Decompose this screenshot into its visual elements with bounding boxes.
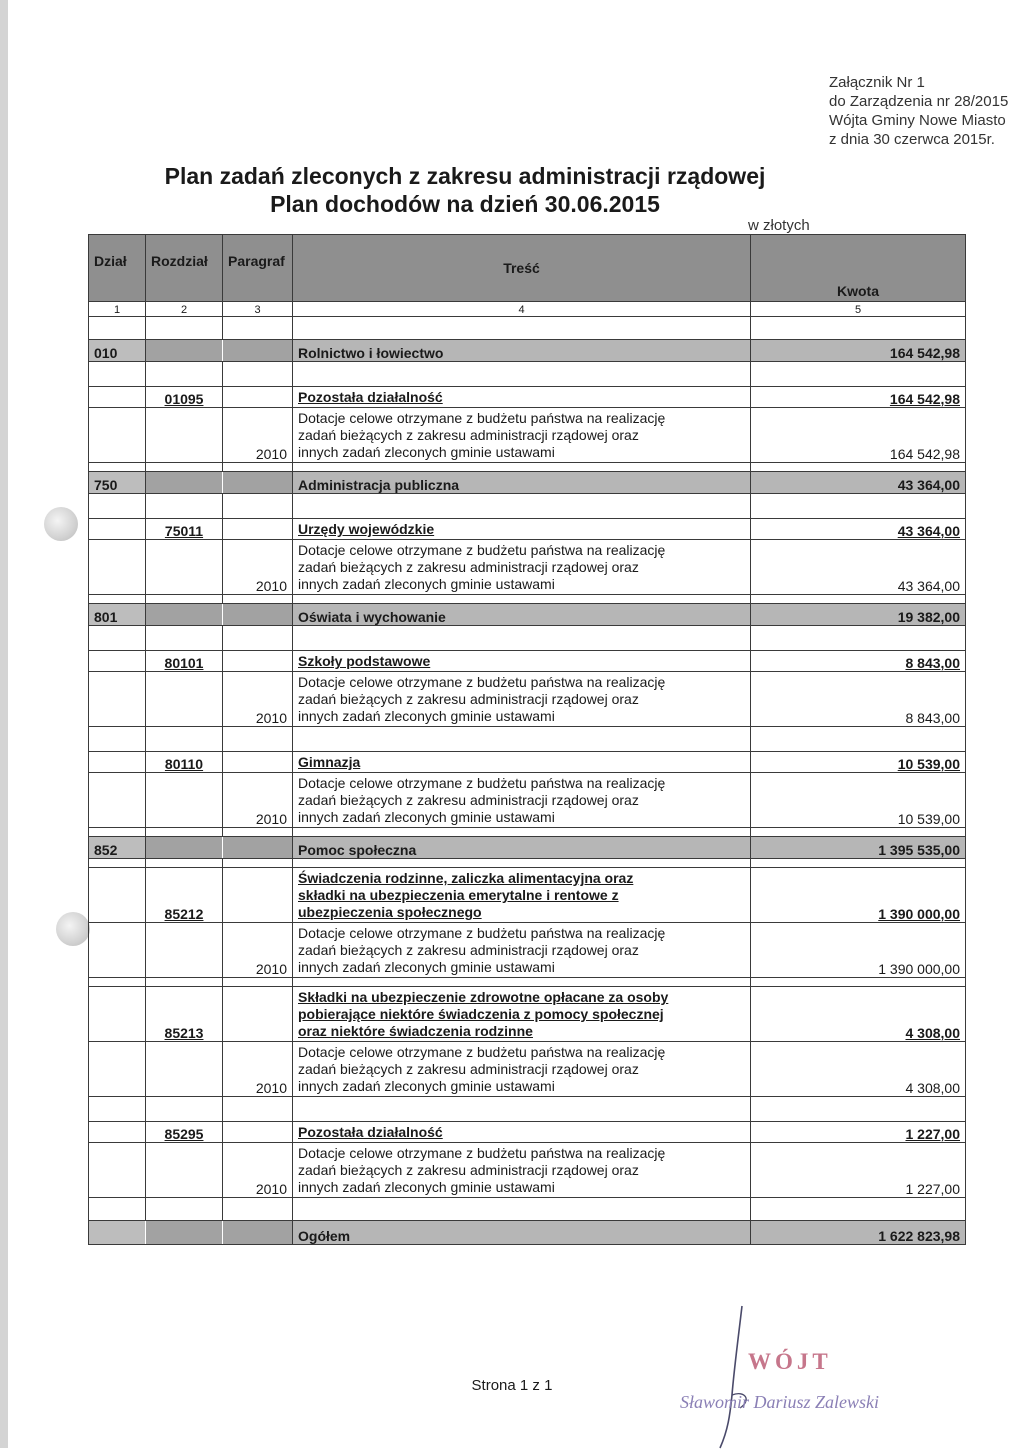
spacer-cell: [146, 463, 223, 472]
item-amount: 10 539,00: [751, 773, 966, 828]
text-line: Pozostała działalność: [298, 1124, 443, 1140]
spacer-cell: [223, 463, 293, 472]
spacer-row: [89, 463, 966, 472]
spacer-cell: [223, 362, 293, 387]
item-description: [293, 923, 751, 978]
text-line: Świadczenia rodzinne, zaliczka alimentacyjna oraz: [298, 870, 634, 886]
chapter-paragraf: [223, 651, 293, 672]
spacer-cell: [89, 1198, 146, 1221]
text-line: pobierające niektóre świadczenia z pomocy społecznej: [298, 1006, 664, 1022]
chapter-code: 85213: [146, 987, 223, 1042]
chapter-row: [89, 868, 966, 923]
spacer-cell: [751, 463, 966, 472]
column-number: 5: [751, 302, 966, 317]
item-description: [293, 1143, 751, 1198]
item-paragraf: 2010: [223, 1143, 293, 1198]
spacer-cell: [89, 626, 146, 651]
spacer-cell: [146, 1198, 223, 1221]
chapter-code: 85295: [146, 1122, 223, 1143]
chapter-amount: 4 308,00: [751, 987, 966, 1042]
chapter-name: [293, 868, 751, 923]
chapter-dzial: [89, 987, 146, 1042]
text-line: innych zadań zleconych gminie ustawami: [298, 576, 555, 592]
currency-unit: w złotych: [748, 217, 810, 234]
chapter-code: 80101: [146, 651, 223, 672]
spacer-cell: [293, 626, 751, 651]
spacer-cell: [293, 595, 751, 604]
chapter-amount: 1 390 000,00: [751, 868, 966, 923]
item-row: [89, 1143, 966, 1198]
section-dzial: 750: [89, 472, 146, 494]
item-paragraf: 2010: [223, 408, 293, 463]
chapter-amount: 10 539,00: [751, 752, 966, 773]
spacer-row: [89, 828, 966, 837]
text-line: innych zadań zleconych gminie ustawami: [298, 444, 555, 460]
item-rozdzial: [146, 540, 223, 595]
page-number: Strona 1 z 1: [471, 1377, 553, 1394]
item-dzial: [89, 923, 146, 978]
chapter-row: [89, 519, 966, 540]
text-line: zadań bieżących z zakresu administracji rządowej oraz: [298, 942, 639, 958]
chapter-row: [89, 651, 966, 672]
section-row: [89, 340, 966, 362]
text-line: składki na ubezpieczenia emerytalne i rentowe z: [298, 887, 619, 903]
column-number: 3: [223, 302, 293, 317]
section-amount: 164 542,98: [751, 340, 966, 362]
chapter-row: [89, 387, 966, 408]
item-paragraf: 2010: [223, 773, 293, 828]
chapter-name: [293, 987, 751, 1042]
column-number: 1: [89, 302, 146, 317]
spacer-row: [89, 595, 966, 604]
text-line: zadań bieżących z zakresu administracji rządowej oraz: [298, 691, 639, 707]
chapter-code: 80110: [146, 752, 223, 773]
spacer-row: [89, 1097, 966, 1122]
punch-hole-top: [44, 507, 78, 541]
text-line: Dotacje celowe otrzymane z budżetu państwa na realizację: [298, 1145, 666, 1161]
section-name: Pomoc społeczna: [293, 837, 751, 859]
text-line: Składki na ubezpieczenie zdrowotne opłacane za osoby: [298, 989, 669, 1005]
spacer-cell: [146, 626, 223, 651]
text-line: innych zadań zleconych gminie ustawami: [298, 708, 555, 724]
spacer-cell: [146, 494, 223, 519]
spacer-cell: [89, 978, 146, 987]
spacer-cell: [751, 1198, 966, 1221]
chapter-row: [89, 987, 966, 1042]
chapter-code: 75011: [146, 519, 223, 540]
text-line: Dotacje celowe otrzymane z budżetu państwa na realizację: [298, 925, 666, 941]
item-amount: 164 542,98: [751, 408, 966, 463]
chapter-row: [89, 752, 966, 773]
section-dzial: 010: [89, 340, 146, 362]
spacer-cell: [293, 494, 751, 519]
item-row: [89, 408, 966, 463]
section-blank: [146, 837, 223, 859]
item-rozdzial: [146, 923, 223, 978]
chapter-dzial: [89, 1122, 146, 1143]
item-amount: 8 843,00: [751, 672, 966, 727]
item-dzial: [89, 672, 146, 727]
spacer-cell: [751, 828, 966, 837]
section-blank: [223, 837, 293, 859]
item-description: [293, 1042, 751, 1097]
spacer-cell: [223, 978, 293, 987]
chapter-paragraf: [223, 987, 293, 1042]
chapter-paragraf: [223, 1122, 293, 1143]
spacer-cell: [146, 317, 223, 340]
text-line: zadań bieżących z zakresu administracji rządowej oraz: [298, 1061, 639, 1077]
chapter-name: [293, 387, 751, 408]
section-row: [89, 604, 966, 626]
item-row: [89, 540, 966, 595]
document-subtitle: Plan dochodów na dzień 30.06.2015: [270, 191, 660, 217]
spacer-cell: [89, 494, 146, 519]
text-line: zadań bieżących z zakresu administracji rządowej oraz: [298, 792, 639, 808]
spacer-cell: [223, 595, 293, 604]
signature-image: [690, 1300, 780, 1450]
total-amount: 1 622 823,98: [751, 1221, 966, 1245]
chapter-amount: 1 227,00: [751, 1122, 966, 1143]
spacer-cell: [146, 1097, 223, 1122]
text-line: innych zadań zleconych gminie ustawami: [298, 1078, 555, 1094]
spacer-cell: [751, 626, 966, 651]
section-blank: [146, 604, 223, 626]
chapter-amount: 43 364,00: [751, 519, 966, 540]
item-description: [293, 672, 751, 727]
section-name: Oświata i wychowanie: [293, 604, 751, 626]
text-line: ubezpieczenia społecznego: [298, 904, 482, 920]
spacer-cell: [293, 978, 751, 987]
spacer-row: [89, 727, 966, 752]
spacer-cell: [223, 317, 293, 340]
spacer-cell: [751, 595, 966, 604]
column-number: 2: [146, 302, 223, 317]
text-line: Pozostała działalność: [298, 389, 443, 405]
item-dzial: [89, 1143, 146, 1198]
chapter-amount: 164 542,98: [751, 387, 966, 408]
chapter-dzial: [89, 519, 146, 540]
spacer-cell: [751, 494, 966, 519]
item-rozdzial: [146, 672, 223, 727]
stamp-name: Sławomir Dariusz Zalewski: [680, 1392, 880, 1412]
annex-line-4: z dnia 30 czerwca 2015r.: [829, 131, 995, 148]
header-kwota: Kwota: [751, 235, 966, 302]
annex-line-1: Załącznik Nr 1: [829, 74, 925, 91]
chapter-dzial: [89, 387, 146, 408]
spacer-cell: [223, 494, 293, 519]
item-paragraf: 2010: [223, 1042, 293, 1097]
text-line: innych zadań zleconych gminie ustawami: [298, 1179, 555, 1195]
item-amount: 1 390 000,00: [751, 923, 966, 978]
chapter-row: [89, 1122, 966, 1143]
column-number: 4: [293, 302, 751, 317]
spacer-cell: [89, 463, 146, 472]
chapter-name: [293, 1122, 751, 1143]
item-rozdzial: [146, 773, 223, 828]
item-paragraf: 2010: [223, 672, 293, 727]
text-line: zadań bieżących z zakresu administracji rządowej oraz: [298, 559, 639, 575]
spacer-cell: [89, 1097, 146, 1122]
section-dzial: 852: [89, 837, 146, 859]
chapter-dzial: [89, 651, 146, 672]
item-row: [89, 923, 966, 978]
section-blank: [223, 340, 293, 362]
income-plan-table: [88, 234, 966, 1245]
spacer-cell: [223, 859, 293, 868]
spacer-row: [89, 362, 966, 387]
total-label: Ogółem: [293, 1221, 751, 1245]
spacer-cell: [146, 727, 223, 752]
text-line: innych zadań zleconych gminie ustawami: [298, 809, 555, 825]
spacer-cell: [751, 362, 966, 387]
spacer-row: [89, 978, 966, 987]
document-title: Plan zadań zleconych z zakresu administracji rządowej: [164, 163, 766, 189]
header-dzial: Dział: [89, 235, 146, 302]
item-dzial: [89, 773, 146, 828]
annex-line-3: Wójta Gminy Nowe Miasto: [829, 112, 1006, 129]
header-rozdzial: Rozdział: [146, 235, 223, 302]
stamp-title: WÓJT: [748, 1349, 832, 1374]
chapter-amount: 8 843,00: [751, 651, 966, 672]
spacer-cell: [223, 626, 293, 651]
section-blank: [146, 472, 223, 494]
annex-reference: [829, 73, 1008, 149]
item-dzial: [89, 540, 146, 595]
chapter-code: 01095: [146, 387, 223, 408]
item-paragraf: 2010: [223, 540, 293, 595]
text-line: zadań bieżących z zakresu administracji rządowej oraz: [298, 1162, 639, 1178]
spacer-cell: [89, 362, 146, 387]
text-line: oraz niektóre świadczenia rodzinne: [298, 1023, 533, 1039]
spacer-cell: [89, 727, 146, 752]
chapter-paragraf: [223, 868, 293, 923]
section-amount: 1 395 535,00: [751, 837, 966, 859]
spacer-cell: [223, 1097, 293, 1122]
chapter-code: 85212: [146, 868, 223, 923]
annex-line-2: do Zarządzenia nr 28/2015: [829, 93, 1009, 110]
chapter-paragraf: [223, 387, 293, 408]
section-blank: [223, 604, 293, 626]
spacer-row: [89, 317, 966, 340]
spacer-cell: [751, 978, 966, 987]
item-amount: 4 308,00: [751, 1042, 966, 1097]
spacer-row: [89, 626, 966, 651]
chapter-name: [293, 651, 751, 672]
column-number-row: [89, 302, 966, 317]
chapter-dzial: [89, 868, 146, 923]
section-name: Rolnictwo i łowiectwo: [293, 340, 751, 362]
spacer-cell: [293, 1097, 751, 1122]
total-row: [89, 1221, 966, 1245]
text-line: Dotacje celowe otrzymane z budżetu państwa na realizację: [298, 674, 666, 690]
section-row: [89, 472, 966, 494]
section-blank: [223, 472, 293, 494]
spacer-row: [89, 859, 966, 868]
spacer-cell: [89, 317, 146, 340]
chapter-paragraf: [223, 519, 293, 540]
item-row: [89, 1042, 966, 1097]
spacer-cell: [293, 1198, 751, 1221]
spacer-cell: [146, 859, 223, 868]
text-line: Urzędy wojewódzkie: [298, 521, 435, 537]
total-blank: [223, 1221, 293, 1245]
spacer-cell: [751, 317, 966, 340]
item-row: [89, 672, 966, 727]
item-dzial: [89, 1042, 146, 1097]
spacer-cell: [751, 859, 966, 868]
text-line: Dotacje celowe otrzymane z budżetu państwa na realizację: [298, 775, 666, 791]
text-line: innych zadań zleconych gminie ustawami: [298, 959, 555, 975]
total-blank: [146, 1221, 223, 1245]
spacer-row: [89, 494, 966, 519]
header-paragraf: Paragraf: [223, 235, 293, 302]
spacer-cell: [293, 463, 751, 472]
section-dzial: 801: [89, 604, 146, 626]
text-line: zadań bieżących z zakresu administracji rządowej oraz: [298, 427, 639, 443]
spacer-cell: [89, 595, 146, 604]
header-tresc: Treść: [293, 235, 751, 302]
item-rozdzial: [146, 1042, 223, 1097]
item-rozdzial: [146, 1143, 223, 1198]
chapter-dzial: [89, 752, 146, 773]
spacer-cell: [751, 1097, 966, 1122]
spacer-cell: [293, 362, 751, 387]
text-line: Dotacje celowe otrzymane z budżetu państwa na realizację: [298, 542, 666, 558]
section-name: Administracja publiczna: [293, 472, 751, 494]
spacer-cell: [146, 828, 223, 837]
item-amount: 1 227,00: [751, 1143, 966, 1198]
spacer-cell: [146, 362, 223, 387]
item-dzial: [89, 408, 146, 463]
chapter-name: [293, 519, 751, 540]
spacer-row: [89, 1198, 966, 1221]
text-line: Dotacje celowe otrzymane z budżetu państwa na realizację: [298, 1044, 666, 1060]
section-amount: 43 364,00: [751, 472, 966, 494]
page-edge-shadow: [0, 0, 8, 1448]
total-blank: [89, 1221, 146, 1245]
spacer-cell: [751, 727, 966, 752]
spacer-cell: [223, 828, 293, 837]
chapter-name: [293, 752, 751, 773]
item-paragraf: 2010: [223, 923, 293, 978]
text-line: Dotacje celowe otrzymane z budżetu państwa na realizację: [298, 410, 666, 426]
item-description: [293, 540, 751, 595]
section-amount: 19 382,00: [751, 604, 966, 626]
item-rozdzial: [146, 408, 223, 463]
item-description: [293, 408, 751, 463]
text-line: Gimnazja: [298, 754, 361, 770]
spacer-cell: [89, 828, 146, 837]
spacer-cell: [223, 727, 293, 752]
section-blank: [146, 340, 223, 362]
chapter-paragraf: [223, 752, 293, 773]
spacer-cell: [293, 727, 751, 752]
header-row: [89, 235, 966, 302]
spacer-cell: [146, 978, 223, 987]
item-amount: 43 364,00: [751, 540, 966, 595]
text-line: Szkoły podstawowe: [298, 653, 431, 669]
spacer-cell: [293, 828, 751, 837]
item-description: [293, 773, 751, 828]
punch-hole-bottom: [56, 912, 90, 946]
spacer-cell: [293, 859, 751, 868]
item-row: [89, 773, 966, 828]
section-row: [89, 837, 966, 859]
spacer-cell: [146, 595, 223, 604]
spacer-cell: [293, 317, 751, 340]
spacer-cell: [223, 1198, 293, 1221]
spacer-cell: [89, 859, 146, 868]
